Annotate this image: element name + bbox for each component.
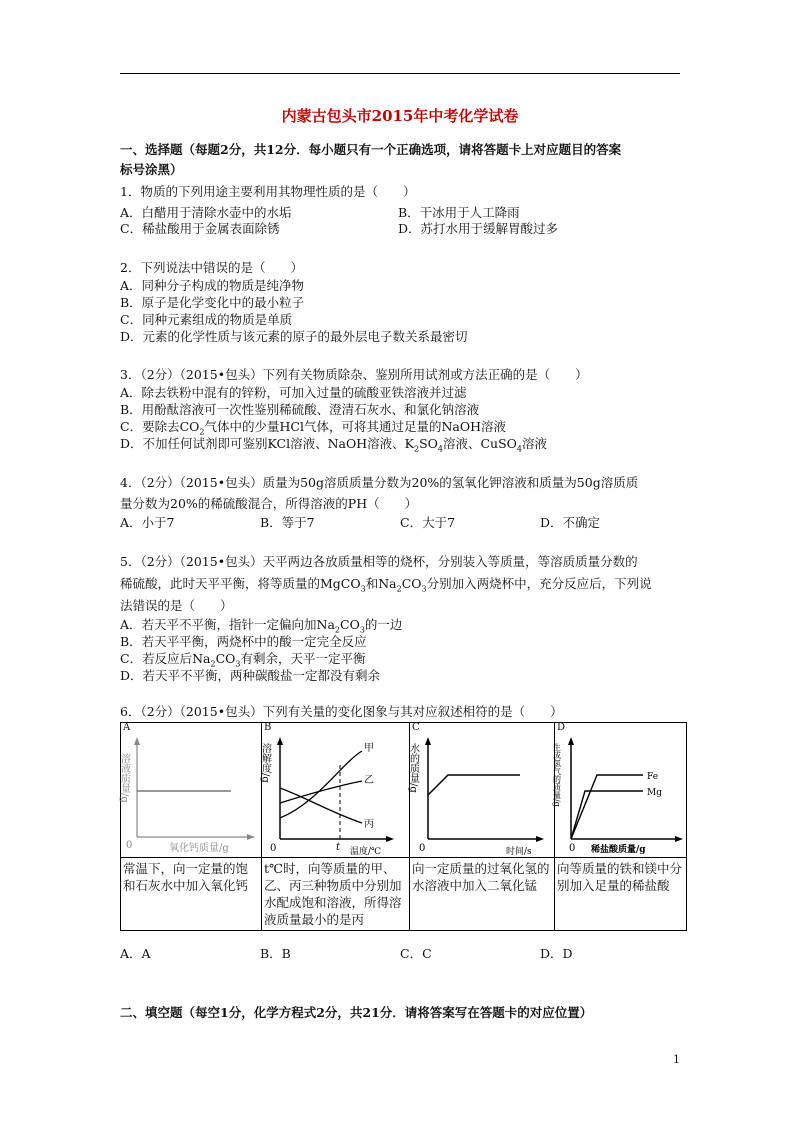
q6-graph-d-svg bbox=[552, 733, 687, 857]
q1-options-row1 bbox=[120, 204, 680, 221]
q4-option-a: A．小于7 bbox=[120, 515, 175, 530]
q6-desc-b: t℃时，向等质量的甲、乙、丙三种物质中分别加水配成饱和溶液，所得溶液质量最小的是丙 bbox=[262, 858, 410, 931]
graph-b-x-arrow bbox=[386, 836, 394, 842]
graph-b-series-bing: 丙 bbox=[364, 819, 374, 830]
q3-option-d: D．不加任何试剂即可鉴别KCl溶液、NaOH溶液、$K_2SO_4$溶液、CuSO$_4$溶液 bbox=[120, 436, 548, 454]
q6-label-d: D bbox=[557, 722, 566, 733]
q6-graph-a-svg bbox=[118, 733, 262, 857]
q1-option-d: D．苏打水用于缓解胃酸过多 bbox=[398, 221, 559, 236]
graph-d-xlabel: 稀盐酸质量/g bbox=[591, 845, 646, 855]
graph-b-series-yi: 乙 bbox=[364, 775, 374, 786]
graph-b-curve-bing bbox=[280, 788, 362, 823]
q5-stem-line3: 法错误的是（ ） bbox=[120, 598, 233, 613]
q5-option-d: D．若天平不平衡，两种碳酸盐一定都没有剩余 bbox=[120, 668, 381, 683]
q6-graph-b-svg bbox=[259, 733, 410, 857]
q4-stem-line1: 4．（2分）（2015•包头）质量为50g溶质质量分数为20%的氢氧化钾溶液和质量为50g溶质质 bbox=[120, 475, 639, 490]
q1-stem: 1．物质的下列用途主要利用其物理性质的是（ ） bbox=[120, 184, 416, 199]
q6-graph-a bbox=[118, 733, 261, 857]
q6-graph-c bbox=[407, 733, 554, 857]
q5-option-c: C．若反应后$Na_2CO_3$有剩余，天平一定平衡 bbox=[120, 651, 366, 669]
q5-option-b: B．若天平平衡，两烧杯中的酸一定完全反应 bbox=[120, 634, 367, 649]
q1-option-b: B．干冰用于人工降雨 bbox=[398, 205, 520, 220]
q6-cell-c bbox=[407, 722, 555, 858]
q6-option-a: A．A bbox=[120, 946, 151, 961]
q6-stem: 6．（2分）（2015•包头）下列有关量的变化图象与其对应叙述相符的是（ ） bbox=[120, 704, 563, 719]
graph-a-xlabel: 氧化钙质量/g bbox=[169, 843, 229, 854]
section2-header: 二、填空题（每空1分，化学方程式2分，共21分．请将答案写在答题卡的对应位置） bbox=[120, 1005, 593, 1020]
q6-cell-b bbox=[259, 722, 410, 858]
graph-c-line bbox=[428, 775, 520, 795]
graph-b-xlabel: 温度/℃ bbox=[350, 847, 382, 857]
graph-c-xlabel: 时间/s bbox=[506, 847, 532, 857]
page-number: 1 bbox=[673, 1053, 680, 1066]
q6-options bbox=[120, 945, 680, 962]
q4-options bbox=[120, 514, 680, 531]
graph-d-series-fe: Fe bbox=[647, 772, 659, 782]
graph-d-ylabel: 生成氢气的质量/g bbox=[552, 743, 562, 807]
graph-a-y-arrow bbox=[134, 737, 140, 745]
graph-d-series-mg: Mg bbox=[647, 788, 662, 798]
graph-b-origin: 0 bbox=[270, 843, 277, 854]
q2-option-b: B．原子是化学变化中的最小粒子 bbox=[120, 295, 305, 310]
q4-option-d: D．不确定 bbox=[540, 515, 601, 530]
q2-option-c: C．同种元素组成的物质是单质 bbox=[120, 312, 293, 327]
q4-stem-line2: 量分数为20%的稀硫酸混合，所得溶液的PH（ ） bbox=[120, 496, 418, 511]
q6-option-c: C．C bbox=[400, 946, 432, 961]
graph-c-ylabel: 水的质量/g bbox=[407, 743, 419, 793]
graph-a-x-arrow bbox=[247, 834, 255, 840]
section1-header bbox=[120, 140, 680, 180]
graph-b-series-jia: 甲 bbox=[364, 743, 374, 754]
graph-c-y-arrow bbox=[425, 737, 431, 745]
q2-stem: 2．下列说法中错误的是（ ） bbox=[120, 260, 303, 275]
section1-header-line1: 一、选择题（每题2分，共12分．每小题只有一个正确选项，请将答题卡上对应题目的答案 bbox=[120, 142, 622, 157]
q3-option-a: A．除去铁粉中混有的锌粉，可加入过量的硫酸亚铁溶液并过滤 bbox=[120, 385, 467, 400]
q3-stem: 3．（2分）（2015•包头）下列有关物质除杂、鉴别所用试剂或方法正确的是（ ） bbox=[120, 367, 588, 382]
q3-option-c: C．要除去$CO_2$气体中的少量HCl气体，可将其通过足量的NaOH溶液 bbox=[120, 419, 506, 437]
graph-b-curve-yi bbox=[280, 781, 362, 803]
q5-stem-line1: 5．（2分）（2015•包头）天平两边各放质量相等的烧杯，分别装入等质量，等溶质质量分数的 bbox=[120, 554, 638, 569]
q4-option-b: B．等于7 bbox=[260, 515, 315, 530]
q2-option-a: A．同种分子构成的物质是纯净物 bbox=[120, 278, 305, 293]
q3-option-b: B．用酚酞溶液可一次性鉴别稀硫酸、澄清石灰水、和氯化钠溶液 bbox=[120, 402, 480, 417]
q6-graph-d bbox=[552, 733, 686, 857]
q6-graph-b bbox=[259, 733, 409, 857]
section1-header-line2: 标号涂黑） bbox=[120, 162, 183, 177]
header-rule bbox=[120, 73, 680, 74]
q2-option-d: D．元素的化学性质与该元素的原子的最外层电子数关系最密切 bbox=[120, 329, 468, 344]
q6-graph-c-svg bbox=[407, 733, 555, 857]
q1-option-a: A．白醋用于清除水壶中的水垢 bbox=[120, 205, 292, 220]
q6-desc-d: 向等质量的铁和镁中分别加入足量的稀盐酸 bbox=[555, 858, 687, 931]
graph-b-y-arrow bbox=[277, 737, 283, 745]
graph-d-origin: 0 bbox=[569, 843, 576, 854]
graph-a-ylabel: 溶液质量/g bbox=[118, 753, 130, 803]
q6-label-c: C bbox=[412, 722, 420, 733]
q4-option-c: C．大于7 bbox=[400, 515, 456, 530]
q5-option-a: A．若天平不平衡，指针一定偏向加$Na_2CO_3$的一边 bbox=[120, 617, 403, 635]
graph-d-line-mg bbox=[571, 791, 643, 839]
graph-c-x-arrow bbox=[536, 836, 544, 842]
q5-stem-line2: 稀硫酸，此时天平平衡，将等质量的MgCO$_3$和$Na_2CO_3$分别加入两烧杯中，充分反应后，下列说 bbox=[120, 576, 652, 594]
q1-option-c: C．稀盐酸用于金属表面除锈 bbox=[120, 221, 280, 236]
q6-option-b: B．B bbox=[260, 946, 291, 961]
q6-cell-d bbox=[552, 722, 687, 858]
graph-b-curve-jia bbox=[280, 751, 362, 818]
graph-b-ylabel: 溶解度/g bbox=[259, 743, 271, 783]
q6-desc-c: 向一定质量的过氧化氢的水溶液中加入二氧化锰 bbox=[410, 858, 555, 931]
graph-d-y-arrow bbox=[568, 737, 574, 745]
graph-d-x-arrow bbox=[675, 836, 683, 842]
graph-d-line-fe bbox=[571, 775, 643, 839]
q6-cell-a bbox=[118, 722, 262, 858]
q6-label-b: B bbox=[264, 722, 272, 733]
graph-b-t-label: t bbox=[336, 842, 341, 853]
graph-a-origin: 0 bbox=[126, 840, 133, 851]
page-title: 内蒙古包头市2015年中考化学试卷 bbox=[281, 107, 519, 125]
q6-option-d: D．D bbox=[540, 946, 573, 961]
graph-c-origin: 0 bbox=[419, 843, 426, 854]
q6-graph-table bbox=[120, 722, 687, 931]
q6-desc-a: 常温下，向一定量的饱和石灰水中加入氧化钙 bbox=[121, 858, 262, 931]
q6-label-a: A bbox=[123, 722, 131, 733]
q1-options-row2 bbox=[120, 220, 680, 237]
